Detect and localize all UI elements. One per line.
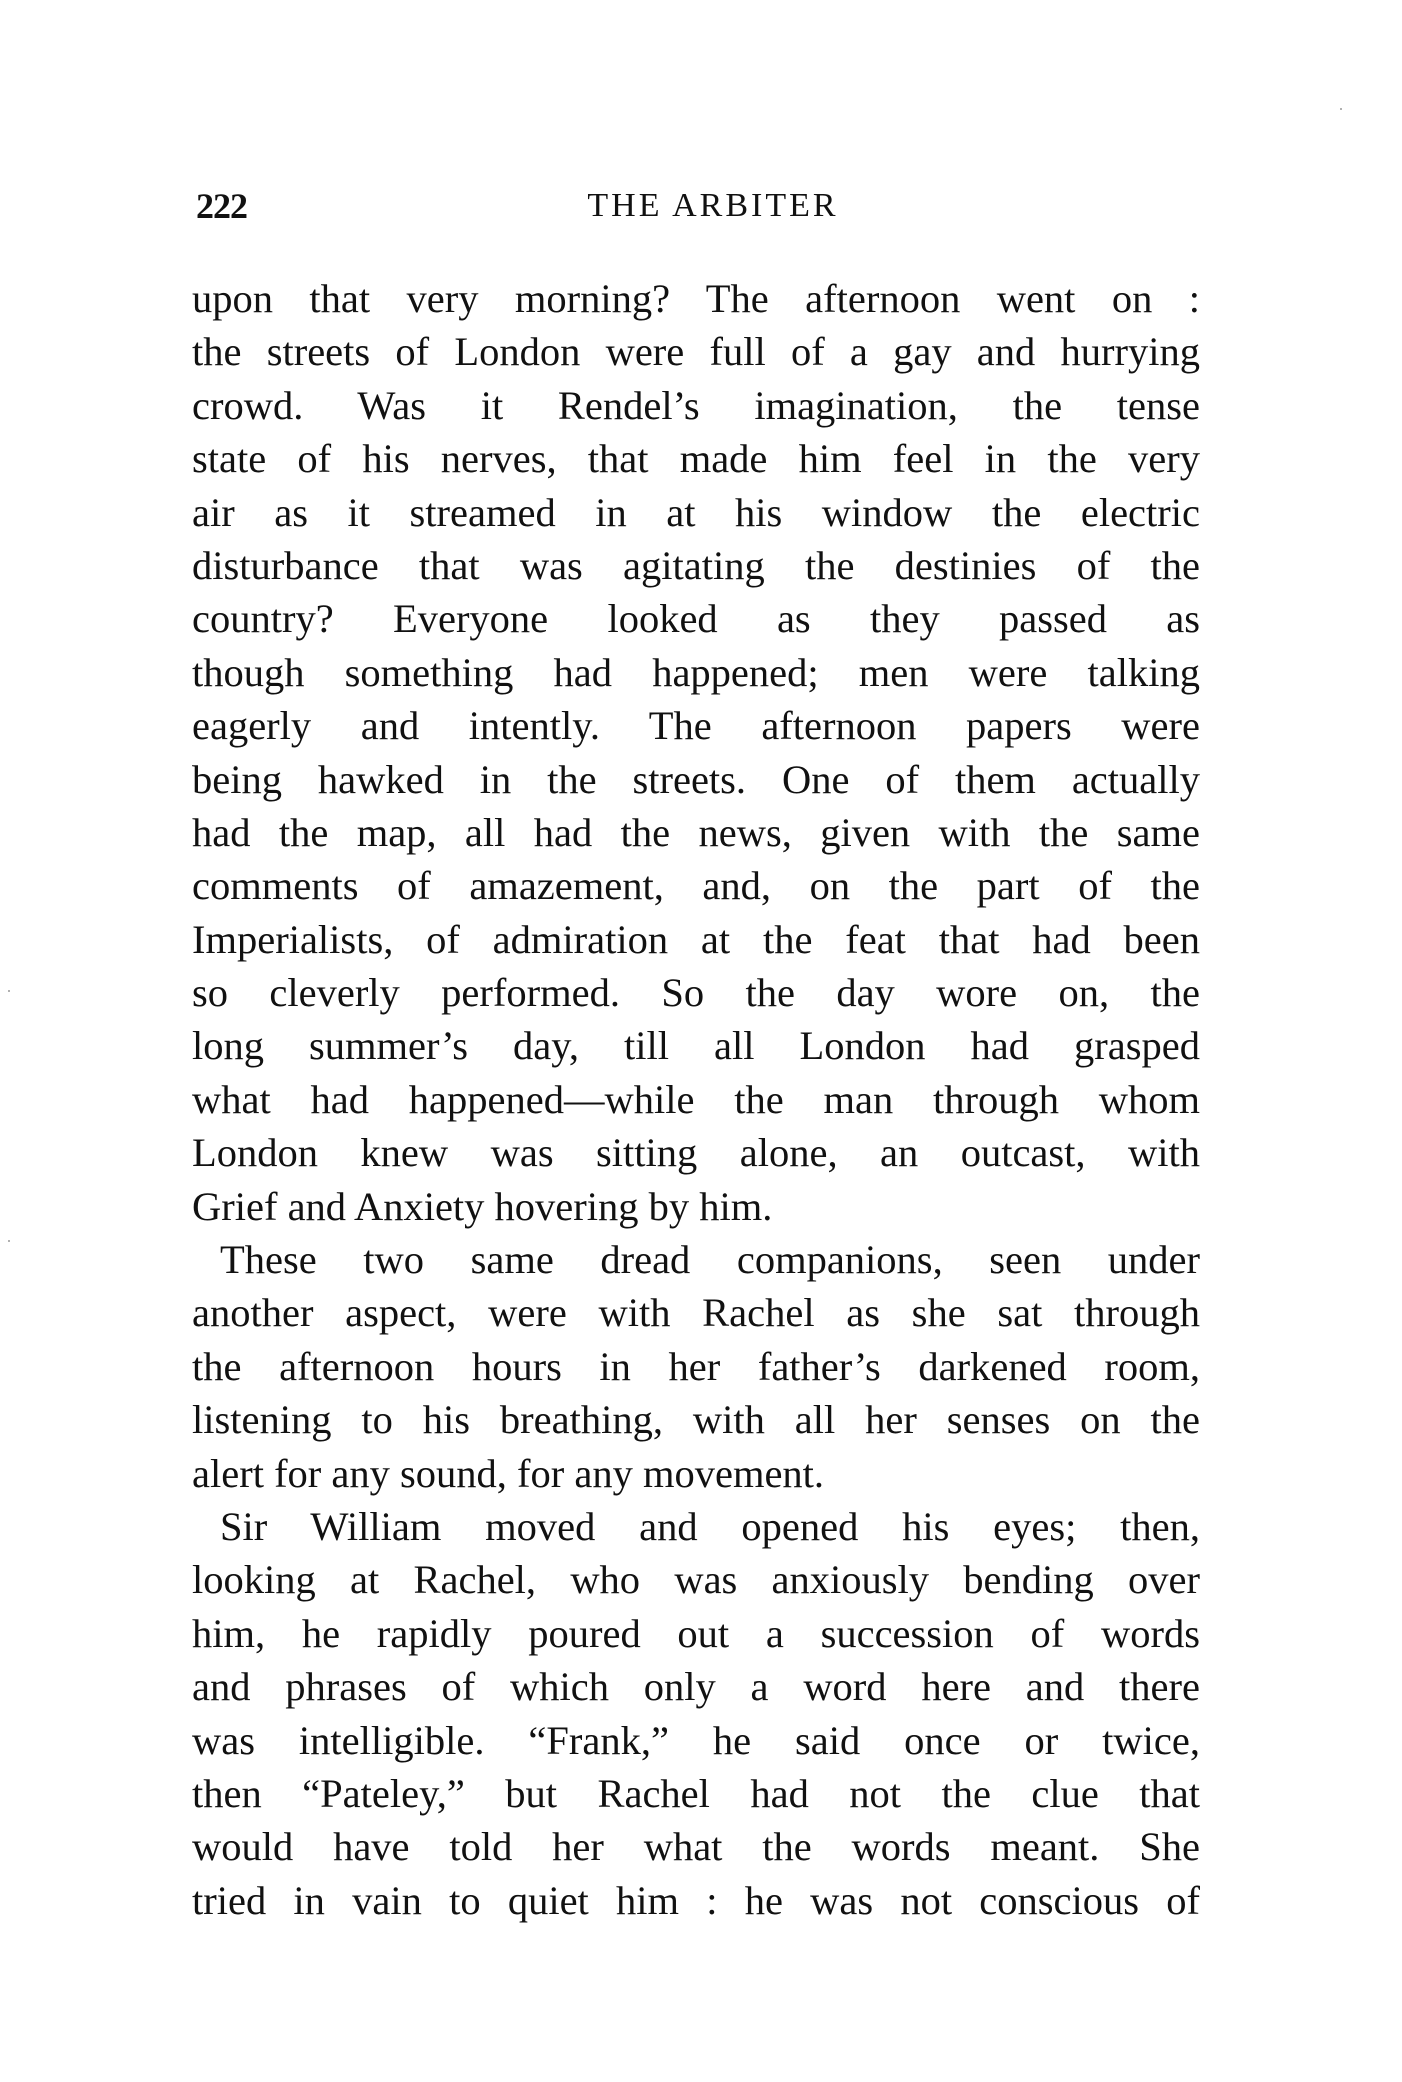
text-line: another aspect, were with Rachel as she sat through [192,1290,1200,1336]
text-line: would have told her what the words meant. She [192,1824,1200,1870]
text-line: upon that very morning? The afternoon went on : [192,276,1200,321]
scan-speck [1340,108,1342,110]
text-line: crowd. Was it Rendel’s imagination, the tense [192,382,1200,428]
text-line: being hawked in the streets. One of them actually [192,756,1200,802]
text-line: air as it streamed in at his window the electric [192,489,1200,535]
scan-speck [8,990,10,992]
text-line: had the map, all had the news, given with the same [192,809,1200,855]
text-line: disturbance that was agitating the destinies of the [192,542,1200,588]
text-line: state of his nerves, that made him feel in the very [192,436,1200,482]
text-line: the streets of London were full of a gay and hurrying [192,329,1200,375]
text-line: what had happened—while the man through whom [192,1076,1200,1122]
text-line: London knew was sitting alone, an outcast, with [192,1130,1200,1176]
text-line: listening to his breathing, with all her senses on the [192,1397,1200,1443]
text-line: Sir William moved and opened his eyes; then, [220,1503,1200,1549]
text-line: him, he rapidly poured out a succession of words [192,1610,1200,1656]
text-line: though something had happened; men were talking [192,649,1200,695]
text-line: looking at Rachel, who was anxiously bending over [192,1557,1200,1603]
text-line: Grief and Anxiety hovering by him. [192,1183,773,1229]
text-line: then “Pateley,” but Rachel had not the clue that [192,1770,1200,1816]
text-line: comments of amazement, and, on the part of the [192,863,1200,909]
page-number: 222 [196,186,247,226]
text-line: Imperialists, of admiration at the feat that had been [192,916,1200,962]
running-head [196,186,1200,226]
text-line: alert for any sound, for any movement. [192,1450,825,1496]
text-line: country? Everyone looked as they passed as [192,596,1200,642]
scan-speck [8,1240,10,1242]
text-line: the afternoon hours in her father’s darkened room, [192,1343,1200,1389]
text-line: eagerly and intently. The afternoon papers were [192,703,1200,749]
text-line: These two same dread companions, seen under [220,1237,1200,1283]
running-title: THE ARBITER [587,187,839,224]
body-text [192,272,1200,1927]
text-line: so cleverly performed. So the day wore on, the [192,970,1200,1016]
text-line: tried in vain to quiet him : he was not conscious of [192,1877,1200,1923]
text-line: and phrases of which only a word here and there [192,1664,1200,1710]
text-line: long summer’s day, till all London had grasped [192,1023,1200,1069]
text-line: was intelligible. “Frank,” he said once or twice, [192,1717,1200,1763]
